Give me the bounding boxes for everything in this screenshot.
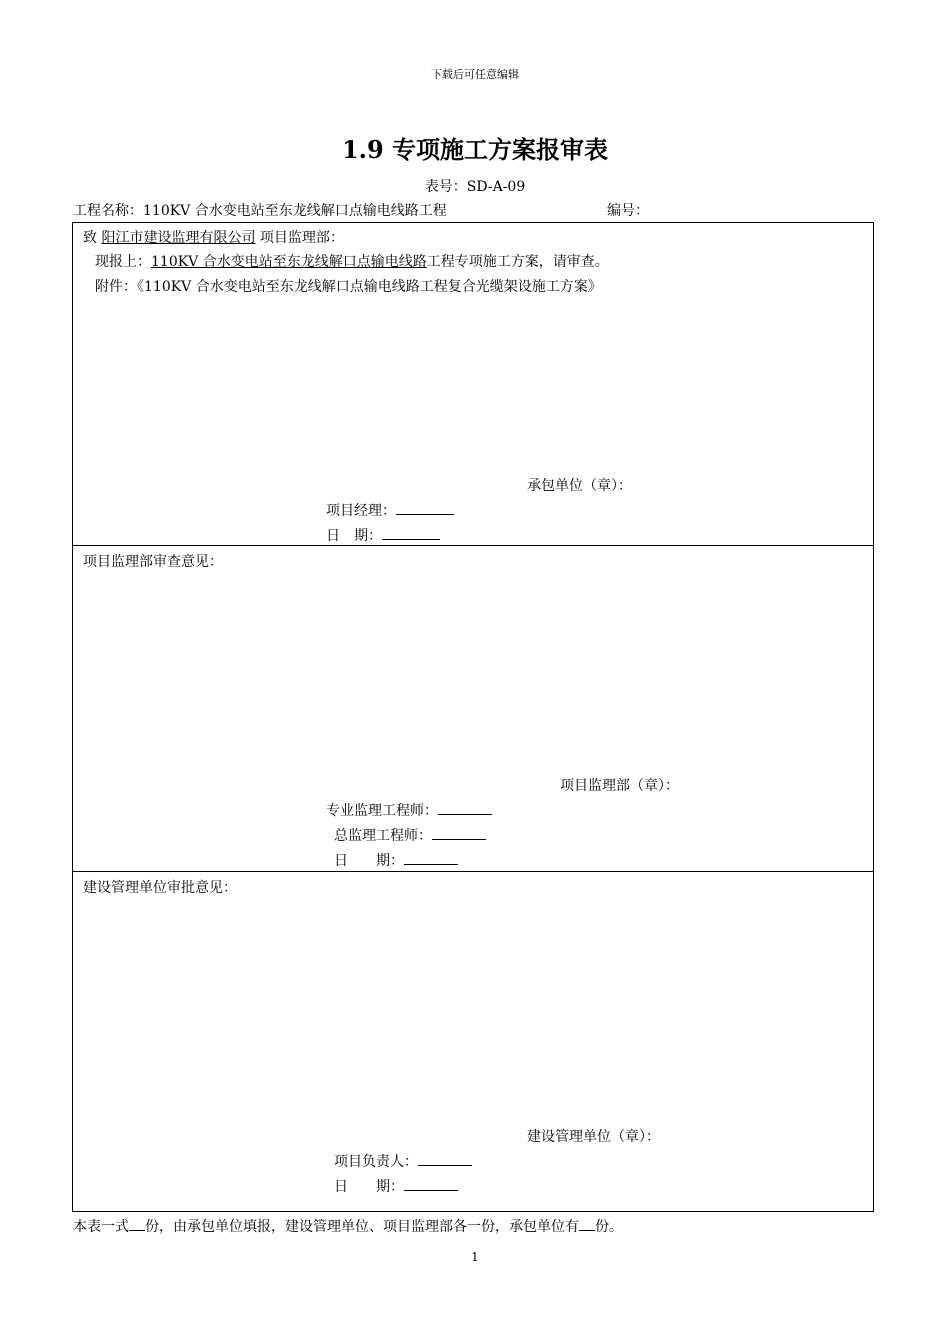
section-divider-2 — [72, 871, 874, 872]
chief-engineer-blank[interactable] — [432, 825, 486, 840]
code-label: 编号： — [607, 203, 649, 219]
attachment-line: 附件：《110KV 合水变电站至东龙线解口点输电线路工程复合光缆架设施工方案》 — [95, 279, 602, 295]
page-title: 1.9 专项施工方案报审表 — [341, 135, 609, 164]
chief-engineer-line — [334, 825, 486, 845]
report-prefix: 现报上： — [95, 254, 151, 270]
form-table — [72, 222, 874, 1212]
project-leader-blank[interactable] — [418, 1151, 472, 1166]
date-blank-2[interactable] — [404, 850, 458, 865]
footer-part1: 本表一式 — [73, 1219, 129, 1235]
date-label-3: 日 期： — [334, 1179, 404, 1195]
date-line-2 — [334, 850, 458, 870]
specialist-engineer-blank[interactable] — [438, 800, 492, 815]
addressee-suffix: 项目监理部： — [255, 230, 344, 246]
project-manager-line — [326, 500, 454, 520]
project-manager-blank[interactable] — [396, 500, 454, 515]
project-manager-label: 项目经理： — [326, 503, 396, 519]
addressee-line — [83, 227, 344, 247]
chief-engineer-label: 总监理工程师： — [334, 828, 432, 844]
supervision-review-heading: 项目监理部审查意见： — [83, 554, 223, 570]
project-leader-line — [334, 1151, 472, 1171]
page-number: 1 — [471, 1250, 479, 1264]
specialist-engineer-label: 专业监理工程师： — [326, 803, 438, 819]
date-line-1 — [326, 525, 440, 545]
contractor-seal: 承包单位（章）： — [527, 478, 632, 494]
owner-seal: 建设管理单位（章）： — [527, 1129, 660, 1145]
footer-part2: 份，由承包单位填报，建设管理单位、项目监理部各一份，承包单位有 — [145, 1219, 579, 1235]
form-number: 表号：SD-A-09 — [424, 179, 526, 195]
copies-contractor-blank[interactable] — [579, 1216, 595, 1231]
footer-part3: 份。 — [595, 1219, 623, 1235]
specialist-engineer-line — [326, 800, 492, 820]
owner-approval-heading: 建设管理单位审批意见： — [83, 880, 237, 896]
supervision-seal: 项目监理部（章）： — [560, 778, 679, 794]
report-line — [95, 251, 609, 271]
footer-note — [73, 1216, 623, 1236]
report-project: 110KV 合水变电站至东龙线解口点输电线路 — [151, 254, 427, 270]
date-label-2: 日 期： — [334, 853, 404, 869]
report-suffix: 工程专项施工方案，请审查。 — [426, 254, 609, 270]
date-label-1: 日 期： — [326, 528, 382, 544]
addressee-org: 阳江市建设监理有限公司 — [101, 230, 256, 246]
project-name: 工程名称：110KV 合水变电站至东龙线解口点输电线路工程 — [73, 203, 447, 219]
date-blank-3[interactable] — [404, 1176, 458, 1191]
copies-total-blank[interactable] — [129, 1216, 145, 1231]
date-blank-1[interactable] — [382, 525, 440, 540]
date-line-3 — [334, 1176, 458, 1196]
header-note: 下载后可任意编辑 — [431, 68, 519, 81]
project-leader-label: 项目负责人： — [334, 1154, 418, 1170]
section-divider-1 — [72, 545, 874, 546]
addressee-prefix: 致 — [83, 230, 102, 246]
